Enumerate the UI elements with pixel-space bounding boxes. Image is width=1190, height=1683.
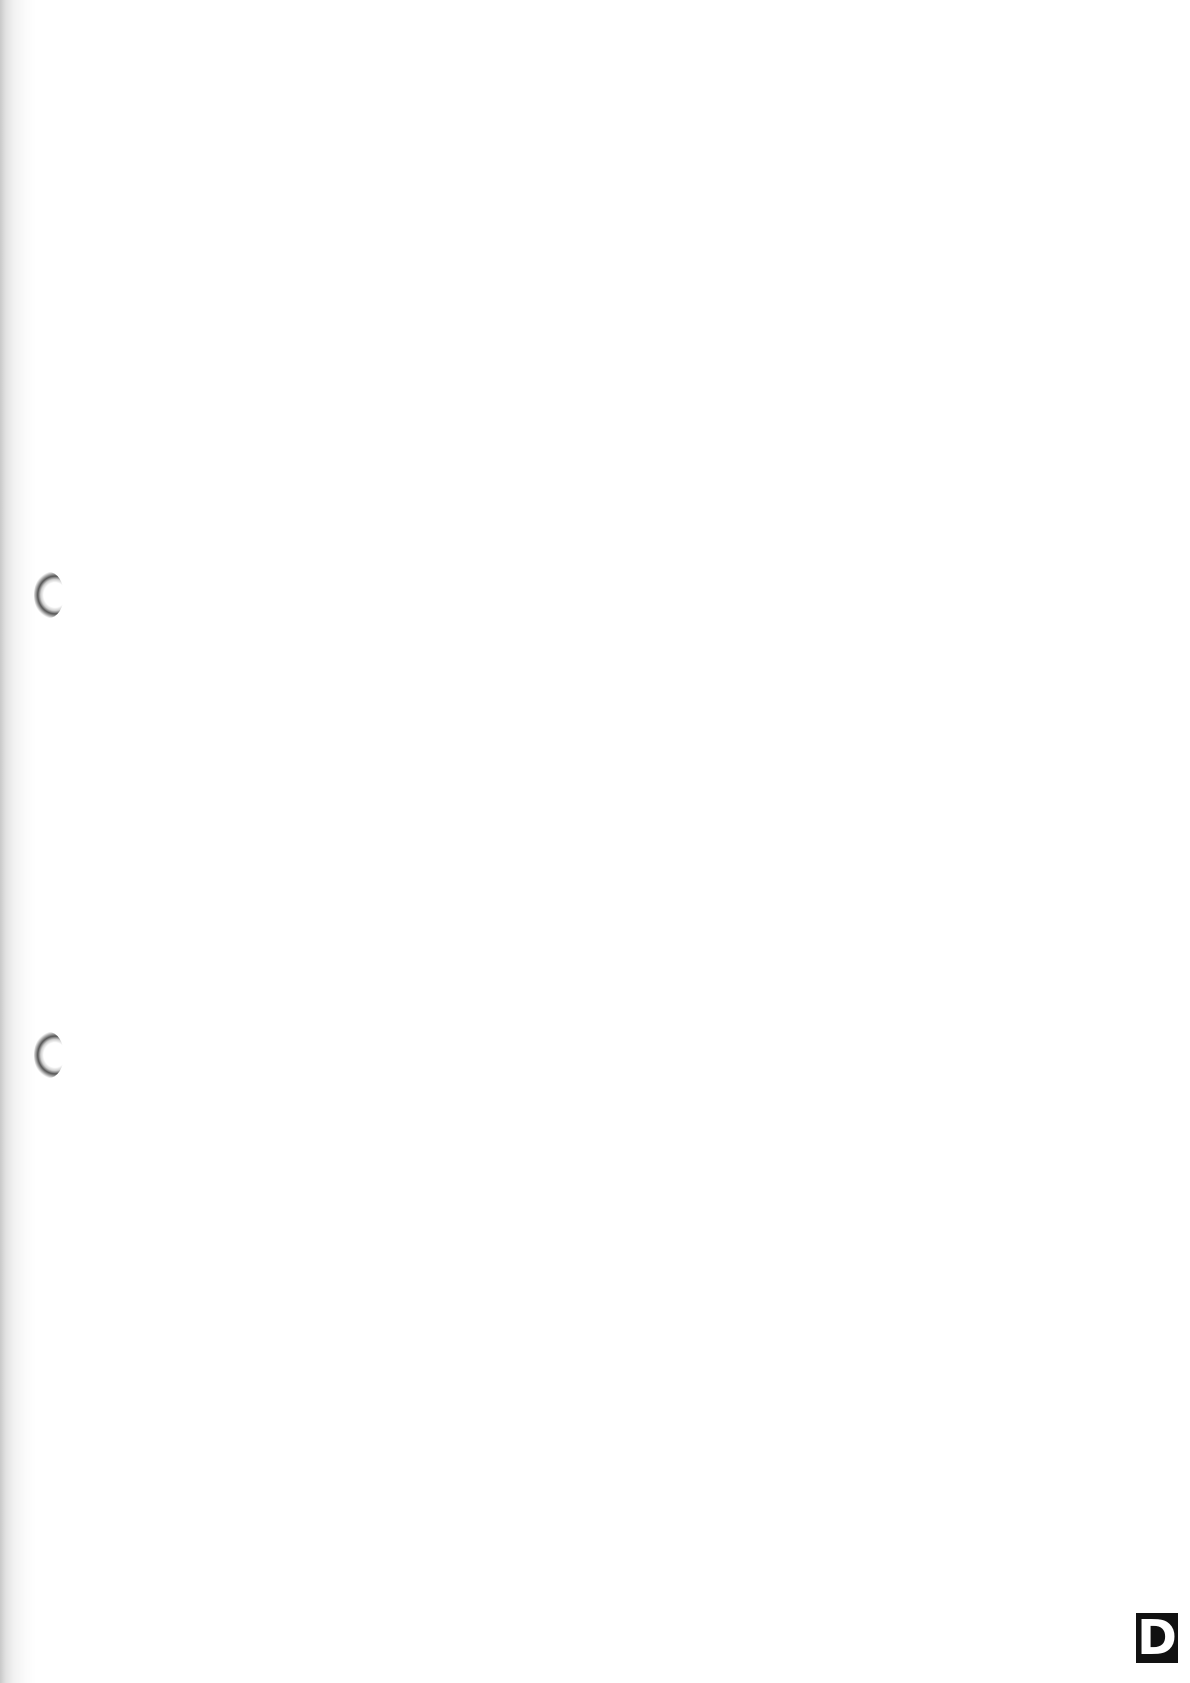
binding-edge [0, 0, 36, 1683]
punch-hole-top [34, 572, 64, 618]
punch-hole-bottom [34, 1032, 64, 1078]
section-letter-badge: D [1137, 1610, 1177, 1666]
